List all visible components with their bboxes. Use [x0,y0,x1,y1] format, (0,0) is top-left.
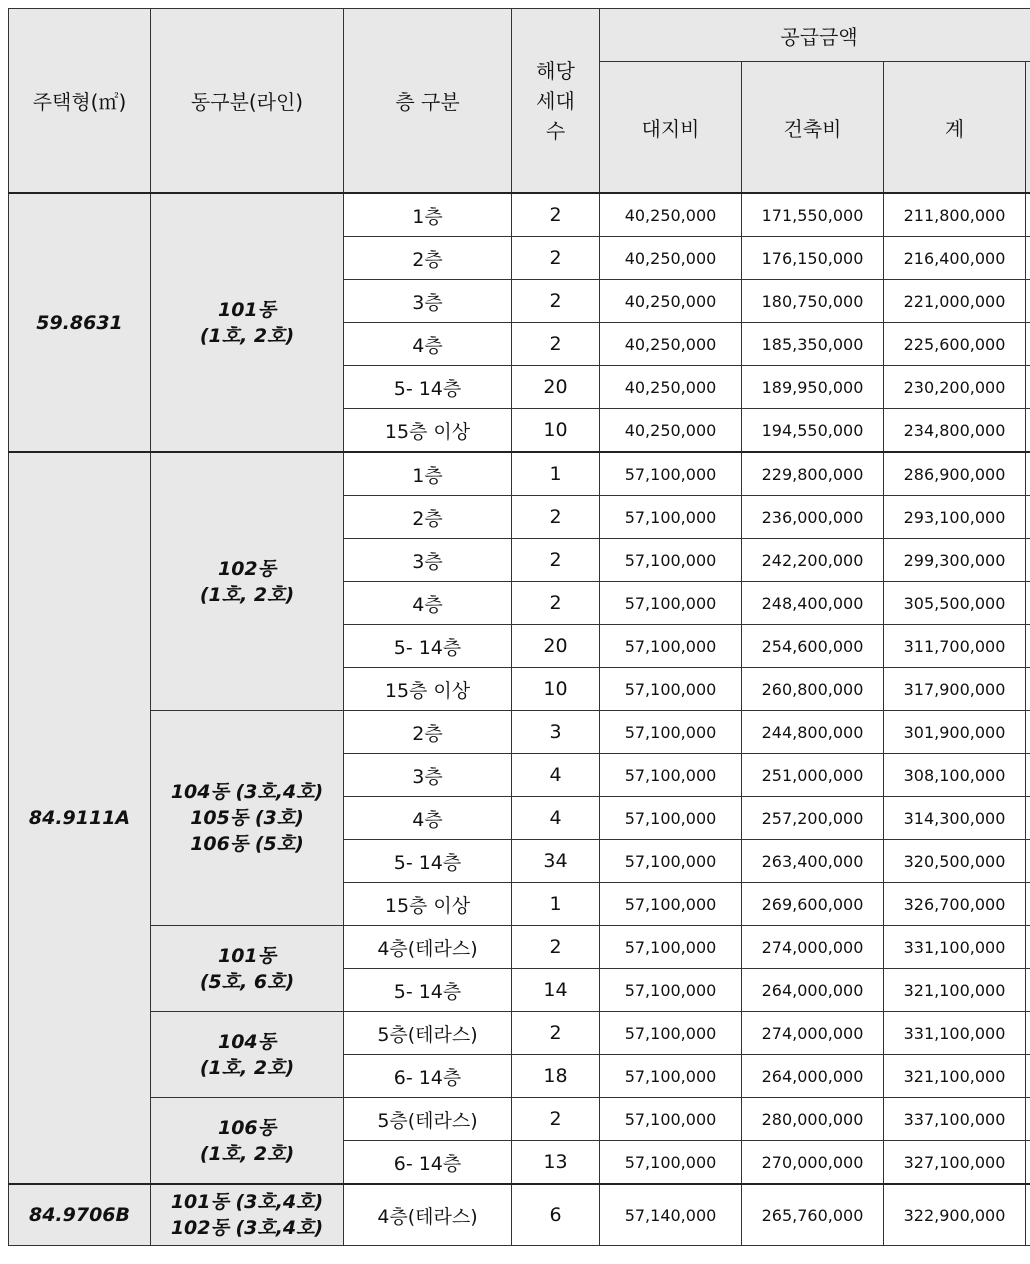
total-price-cell: 230,200,000 [884,366,1026,409]
building-price-cell: 269,600,000 [742,883,884,926]
building-price-cell: 194,550,000 [742,409,884,453]
table-row [9,1012,1030,1055]
units-cell: 2 [512,1098,600,1141]
total-price-cell: 216,400,000 [884,237,1026,280]
extra-cell [1026,1141,1030,1185]
units-cell: 2 [512,926,600,969]
dong-line: 105동 (3호) [190,807,304,829]
table-row [9,452,1030,496]
units-cell: 4 [512,754,600,797]
units-cell: 34 [512,840,600,883]
extra-cell [1026,797,1030,840]
dong-cell [151,1184,344,1246]
total-price-cell: 320,500,000 [884,840,1026,883]
total-price-cell: 308,100,000 [884,754,1026,797]
total-price-cell: 211,800,000 [884,193,1026,237]
floor-cell: 4층 [344,323,512,366]
total-price-cell: 301,900,000 [884,711,1026,754]
floor-cell: 1층 [344,193,512,237]
land-price-cell: 57,100,000 [600,668,742,711]
total-price-cell: 293,100,000 [884,496,1026,539]
extra-cell [1026,754,1030,797]
units-cell: 13 [512,1141,600,1185]
total-price-cell: 321,100,000 [884,969,1026,1012]
land-price-cell: 40,250,000 [600,280,742,323]
floor-cell: 6- 14층 [344,1055,512,1098]
floor-cell: 6- 14층 [344,1141,512,1185]
floor-cell: 5- 14층 [344,969,512,1012]
units-cell: 20 [512,366,600,409]
land-price-cell: 57,100,000 [600,1141,742,1185]
floor-cell: 3층 [344,280,512,323]
header-units-line: 해당 [536,58,575,83]
floor-cell: 3층 [344,539,512,582]
header-dong: 동구분(라인) [151,9,344,194]
land-price-cell: 57,100,000 [600,883,742,926]
total-price-cell: 337,100,000 [884,1098,1026,1141]
extra-cell [1026,452,1030,496]
table-row [9,711,1030,754]
floor-cell: 15층 이상 [344,668,512,711]
extra-cell [1026,409,1030,453]
table-row [9,926,1030,969]
extra-cell [1026,280,1030,323]
floor-cell: 5- 14층 [344,625,512,668]
building-price-cell: 180,750,000 [742,280,884,323]
building-price-cell: 248,400,000 [742,582,884,625]
building-price-cell: 254,600,000 [742,625,884,668]
total-price-cell: 299,300,000 [884,539,1026,582]
dong-line: (1호, 2호) [199,583,295,606]
units-cell: 6 [512,1184,600,1246]
building-price-cell: 189,950,000 [742,366,884,409]
units-cell: 2 [512,280,600,323]
land-price-cell: 57,100,000 [600,840,742,883]
units-cell: 1 [512,883,600,926]
dong-cell [151,711,344,926]
land-price-cell: 40,250,000 [600,323,742,366]
building-price-cell: 171,550,000 [742,193,884,237]
building-price-cell: 270,000,000 [742,1141,884,1185]
header-units-line: 세대 [536,88,575,113]
land-price-cell: 40,250,000 [600,237,742,280]
total-price-cell: 317,900,000 [884,668,1026,711]
extra-cell [1026,323,1030,366]
floor-cell: 5층(테라스) [344,1012,512,1055]
land-price-cell: 57,100,000 [600,754,742,797]
extra-cell [1026,625,1030,668]
total-price-cell: 327,100,000 [884,1141,1026,1185]
land-price-cell: 57,100,000 [600,625,742,668]
total-price-cell: 234,800,000 [884,409,1026,453]
dong-line: 104동 [217,1030,276,1053]
header-extra [1026,62,1030,194]
floor-cell: 15층 이상 [344,883,512,926]
extra-cell [1026,237,1030,280]
header-supply-price: 공급금액 [600,9,1030,62]
extra-cell [1026,711,1030,754]
dong-cell [151,1012,344,1098]
extra-cell [1026,1055,1030,1098]
floor-cell: 2층 [344,237,512,280]
dong-line: 101동 [217,944,276,967]
floor-cell: 4층 [344,797,512,840]
building-price-cell: 263,400,000 [742,840,884,883]
units-cell: 1 [512,452,600,496]
total-price-cell: 321,100,000 [884,1055,1026,1098]
floor-cell: 4층 [344,582,512,625]
land-price-cell: 57,100,000 [600,582,742,625]
units-cell: 20 [512,625,600,668]
dong-line: (5호, 6호) [199,970,295,993]
extra-cell [1026,582,1030,625]
floor-cell: 2층 [344,496,512,539]
extra-cell [1026,1184,1030,1246]
dong-cell [151,1098,344,1185]
extra-cell [1026,1012,1030,1055]
building-price-cell: 274,000,000 [742,1012,884,1055]
header-housing-type: 주택형(㎡) [9,9,151,194]
land-price-cell: 40,250,000 [600,409,742,453]
header-units-line: 수 [545,118,566,143]
extra-cell [1026,840,1030,883]
table-row [9,1184,1030,1246]
land-price-cell: 57,100,000 [600,1098,742,1141]
building-price-cell: 185,350,000 [742,323,884,366]
building-price-cell: 280,000,000 [742,1098,884,1141]
floor-cell: 1층 [344,452,512,496]
building-price-cell: 264,000,000 [742,969,884,1012]
land-price-cell: 57,100,000 [600,926,742,969]
building-price-cell: 242,200,000 [742,539,884,582]
floor-cell: 3층 [344,754,512,797]
land-price-cell: 57,100,000 [600,1055,742,1098]
housing-type-cell: 84.9111A [9,452,151,1184]
extra-cell [1026,496,1030,539]
building-price-cell: 264,000,000 [742,1055,884,1098]
housing-type-cell: 59.8631 [9,193,151,452]
land-price-cell: 40,250,000 [600,366,742,409]
building-price-cell: 176,150,000 [742,237,884,280]
total-price-cell: 225,600,000 [884,323,1026,366]
total-price-cell: 314,300,000 [884,797,1026,840]
land-price-cell: 57,100,000 [600,797,742,840]
units-cell: 2 [512,323,600,366]
dong-line: 102동 (3호,4호) [170,1217,324,1239]
total-price-cell: 331,100,000 [884,1012,1026,1055]
land-price-cell: 57,100,000 [600,969,742,1012]
total-price-cell: 305,500,000 [884,582,1026,625]
units-cell: 2 [512,1012,600,1055]
dong-line: 104동 (3호,4호) [170,781,324,803]
floor-cell: 4층(테라스) [344,1184,512,1246]
total-price-cell: 331,100,000 [884,926,1026,969]
floor-cell: 5- 14층 [344,840,512,883]
dong-cell [151,926,344,1012]
units-cell: 3 [512,711,600,754]
building-price-cell: 251,000,000 [742,754,884,797]
extra-cell [1026,668,1030,711]
building-price-cell: 236,000,000 [742,496,884,539]
land-price-cell: 57,100,000 [600,711,742,754]
units-cell: 2 [512,496,600,539]
dong-line: (1호, 2호) [199,1142,295,1165]
units-cell: 14 [512,969,600,1012]
building-price-cell: 265,760,000 [742,1184,884,1246]
extra-cell [1026,926,1030,969]
extra-cell [1026,366,1030,409]
floor-cell: 5층(테라스) [344,1098,512,1141]
units-cell: 2 [512,237,600,280]
floor-cell: 15층 이상 [344,409,512,453]
units-cell: 2 [512,193,600,237]
supply-price-table [8,8,1030,1246]
header-building: 건축비 [742,62,884,194]
total-price-cell: 286,900,000 [884,452,1026,496]
extra-cell [1026,1098,1030,1141]
extra-cell [1026,539,1030,582]
table-row [9,1098,1030,1141]
dong-line: 102동 [217,557,276,580]
land-price-cell: 57,100,000 [600,539,742,582]
table-row [9,193,1030,237]
units-cell: 18 [512,1055,600,1098]
table-body [9,193,1030,1246]
dong-line: 101동 [217,298,276,321]
floor-cell: 4층(테라스) [344,926,512,969]
header-land: 대지비 [600,62,742,194]
dong-cell [151,452,344,711]
building-price-cell: 260,800,000 [742,668,884,711]
housing-type-cell: 84.9706B [9,1184,151,1246]
units-cell: 10 [512,668,600,711]
header-floor: 층 구분 [344,9,512,194]
building-price-cell: 229,800,000 [742,452,884,496]
extra-cell [1026,193,1030,237]
dong-line: 101동 (3호,4호) [170,1191,324,1213]
floor-cell: 2층 [344,711,512,754]
units-cell: 10 [512,409,600,453]
total-price-cell: 221,000,000 [884,280,1026,323]
units-cell: 4 [512,797,600,840]
building-price-cell: 244,800,000 [742,711,884,754]
floor-cell: 5- 14층 [344,366,512,409]
dong-cell [151,193,344,452]
header-units [512,9,600,194]
building-price-cell: 274,000,000 [742,926,884,969]
total-price-cell: 326,700,000 [884,883,1026,926]
dong-line: 106동 [217,1116,276,1139]
land-price-cell: 57,100,000 [600,496,742,539]
extra-cell [1026,883,1030,926]
land-price-cell: 57,140,000 [600,1184,742,1246]
land-price-cell: 57,100,000 [600,1012,742,1055]
header-total: 계 [884,62,1026,194]
total-price-cell: 322,900,000 [884,1184,1026,1246]
extra-cell [1026,969,1030,1012]
dong-line: (1호, 2호) [199,1056,295,1079]
dong-line: 106동 (5호) [190,833,304,855]
land-price-cell: 57,100,000 [600,452,742,496]
land-price-cell: 40,250,000 [600,193,742,237]
building-price-cell: 257,200,000 [742,797,884,840]
units-cell: 2 [512,582,600,625]
total-price-cell: 311,700,000 [884,625,1026,668]
units-cell: 2 [512,539,600,582]
dong-line: (1호, 2호) [199,324,295,347]
